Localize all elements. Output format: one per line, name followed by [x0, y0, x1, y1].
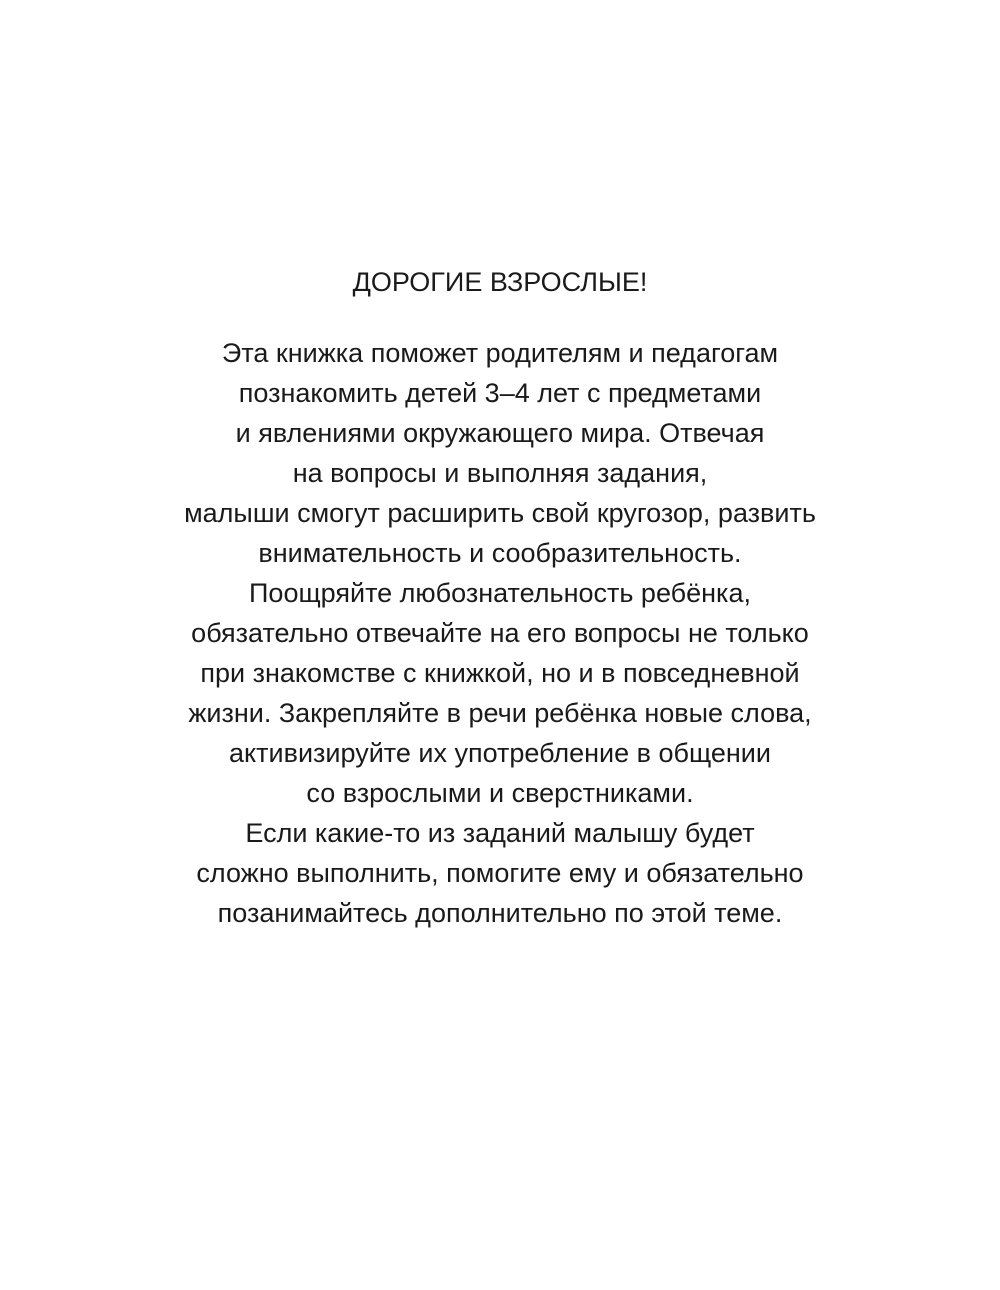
text-line: познакомить детей 3–4 лет с предметами	[238, 378, 762, 408]
text-line: малыши смогут расширить свой кругозор, развить	[184, 498, 816, 528]
page-heading: ДОРОГИЕ ВЗРОСЛЫЕ!	[352, 267, 648, 297]
text-line: на вопросы и выполняя задания,	[292, 458, 708, 488]
text-line: активизируйте их употребление в общении	[229, 738, 771, 768]
text-line: сложно выполнить, помогите ему и обязательно	[196, 858, 804, 888]
text-line: Если какие-то из заданий малышу будет	[245, 818, 755, 848]
text-line: обязательно отвечайте на его вопросы не только	[191, 618, 809, 648]
text-line: и явлениями окружающего мира. Отвечая	[235, 418, 765, 448]
text-line: внимательность и сообразительность.	[258, 538, 742, 568]
body-text	[0, 333, 1000, 933]
text-line: жизни. Закрепляйте в речи ребёнка новые слова,	[188, 698, 812, 728]
text-line: Эта книжка поможет родителям и педагогам	[221, 338, 779, 368]
text-line: позанимайтесь дополнительно по этой теме.	[217, 898, 783, 928]
text-line: Поощряйте любознательность ребёнка,	[249, 578, 751, 608]
text-line: при знакомстве с книжкой, но и в повседневной	[200, 658, 800, 688]
text-line: со взрослыми и сверстниками.	[306, 778, 694, 808]
